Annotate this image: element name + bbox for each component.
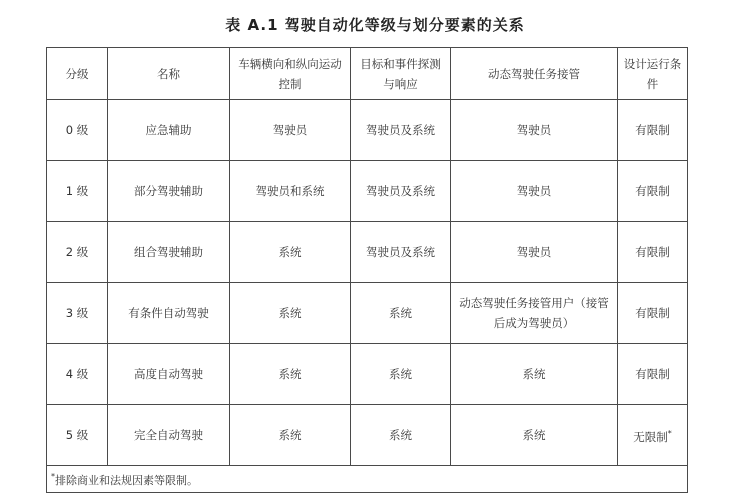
cell-ddt-fallback: 驾驶员 [451,161,618,222]
table-row [47,100,688,161]
cell-motion-control: 系统 [230,222,351,283]
cell-name: 应急辅助 [108,100,230,161]
cell-odd [618,405,688,466]
cell-name: 完全自动驾驶 [108,405,230,466]
cell-motion-control: 驾驶员和系统 [230,161,351,222]
header-motion-control: 车辆横向和纵向运动控制 [230,48,351,100]
cell-name: 有条件自动驾驶 [108,283,230,344]
cell-ddt-fallback: 驾驶员 [451,100,618,161]
footnote-cell [47,466,688,493]
cell-motion-control: 驾驶员 [230,100,351,161]
automation-levels-table [46,47,688,493]
table-row [47,222,688,283]
table-row [47,344,688,405]
cell-detection-response: 驾驶员及系统 [351,100,451,161]
cell-detection-response: 驾驶员及系统 [351,161,451,222]
cell-odd-text: 无限制 [633,429,668,444]
header-ddt-fallback: 动态驾驶任务接管 [451,48,618,100]
header-level: 分级 [47,48,108,100]
footnote-mark: * [51,472,55,481]
footnote-row [47,466,688,493]
cell-level: 5 级 [47,405,108,466]
footnote-marker: * [667,428,672,438]
cell-motion-control: 系统 [230,344,351,405]
cell-name: 高度自动驾驶 [108,344,230,405]
cell-name: 组合驾驶辅助 [108,222,230,283]
table-title: 表 A.1 驾驶自动化等级与划分要素的关系 [225,16,525,34]
cell-level: 0 级 [47,100,108,161]
header-detection-response: 目标和事件探测与响应 [351,48,451,100]
cell-level: 4 级 [47,344,108,405]
cell-odd: 有限制 [618,100,688,161]
cell-ddt-fallback: 驾驶员 [451,222,618,283]
cell-odd: 有限制 [618,344,688,405]
cell-level: 3 级 [47,283,108,344]
cell-odd: 有限制 [618,161,688,222]
cell-detection-response: 系统 [351,283,451,344]
table-row [47,161,688,222]
table-row [47,283,688,344]
cell-odd: 有限制 [618,222,688,283]
cell-name: 部分驾驶辅助 [108,161,230,222]
footnote-text: 排除商业和法规因素等限制。 [55,474,198,487]
cell-detection-response: 驾驶员及系统 [351,222,451,283]
cell-level: 1 级 [47,161,108,222]
header-name: 名称 [108,48,230,100]
header-odd: 设计运行条件 [618,48,688,100]
cell-ddt-fallback: 系统 [451,344,618,405]
cell-motion-control: 系统 [230,405,351,466]
table-header-row [47,48,688,100]
cell-motion-control: 系统 [230,283,351,344]
cell-odd: 有限制 [618,283,688,344]
cell-ddt-fallback: 系统 [451,405,618,466]
table-row [47,405,688,466]
cell-ddt-fallback: 动态驾驶任务接管用户（接管后成为驾驶员） [451,283,618,344]
cell-level: 2 级 [47,222,108,283]
cell-detection-response: 系统 [351,405,451,466]
cell-detection-response: 系统 [351,344,451,405]
